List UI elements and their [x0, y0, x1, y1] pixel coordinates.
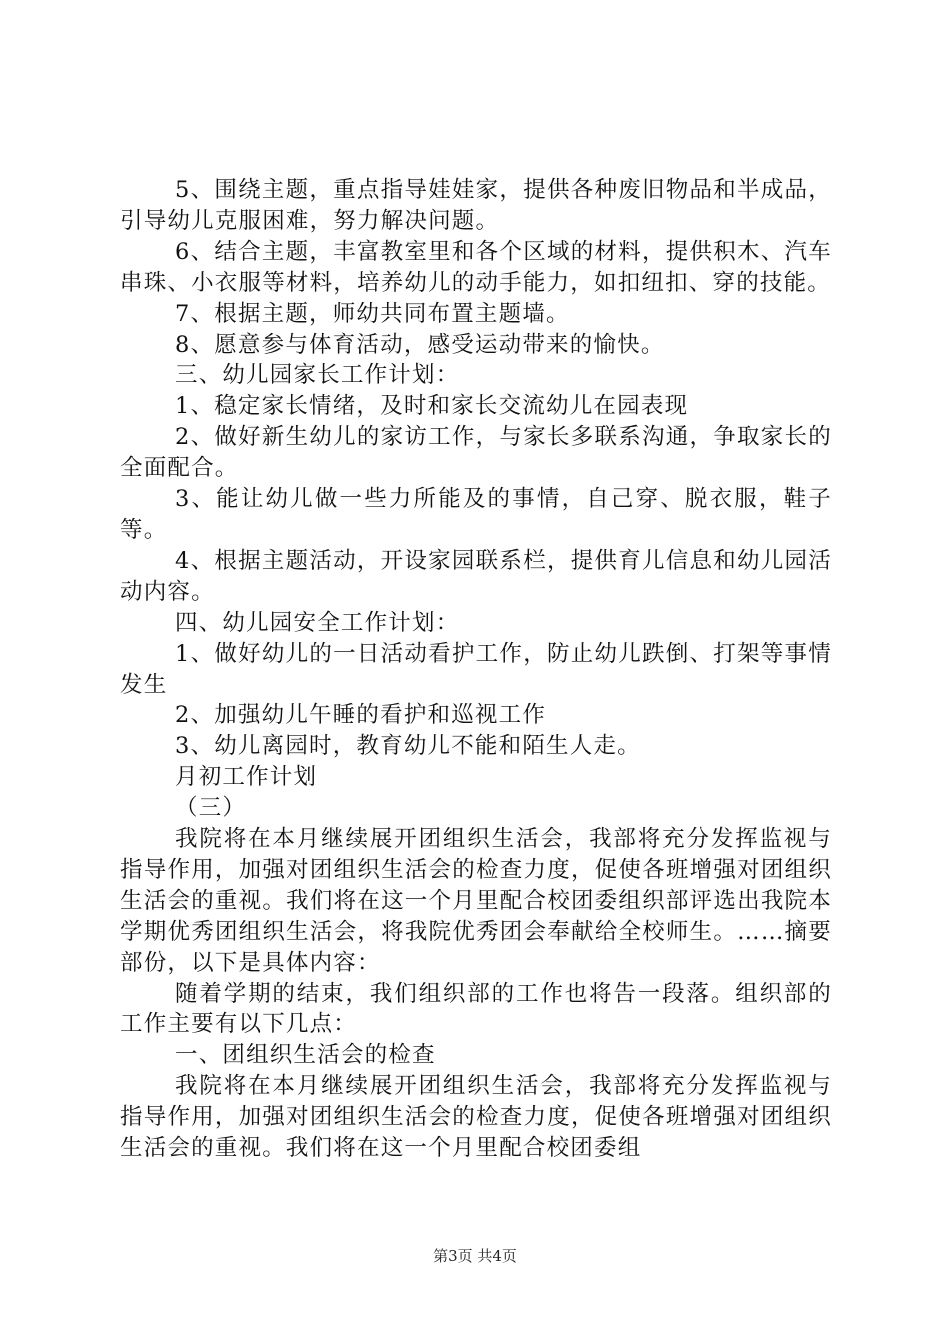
section-heading-inspection: 一、团组织生活会的检查	[175, 1042, 436, 1069]
safety-item-1: 1、做好幼儿的一日活动看护工作，防止幼儿跌倒、打架等事情发生	[120, 640, 832, 698]
safety-item-2: 2、加强幼儿午睡的看护和巡视工作	[175, 702, 547, 729]
parent-item-2: 2、做好新生幼儿的家访工作，与家长多联系沟通，争取家长的全面配合。	[120, 424, 832, 482]
paragraph-item-8: 8、愿意参与体育活动，感受运动带来的愉快。	[175, 331, 665, 358]
paragraph-item-5: 5、围绕主题，重点指导娃娃家，提供各种废旧物品和半成品，引导幼儿克服困难，努力解决问题。	[120, 177, 832, 234]
document-subtitle: （三）	[175, 795, 247, 822]
parent-item-4: 4、根据主题活动，开设家园联系栏，提供育儿信息和幼儿园活动内容。	[120, 547, 832, 605]
section-heading-parent-work: 三、幼儿园家长工作计划：	[175, 362, 460, 389]
paragraph-item-7: 7、根据主题，师幼共同布置主题墙。	[175, 300, 570, 327]
safety-item-3: 3、幼儿离园时，教育幼儿不能和陌生人走。	[175, 733, 641, 760]
body-paragraph-intro: 我院将在本月继续展开团组织生活会，我部将充分发挥监视与指导作用，加强对团组织生活会的检查力度，促使各班增强对团组织生活会的重视。我们将在这一个月里配合校团委组织部评选出我院本学期优秀团组织生活会，将我院优秀团会奉献给全校师生。……摘要部份，以下是具体内容：	[120, 826, 832, 976]
section-heading-safety-work: 四、幼儿园安全工作计划：	[175, 609, 460, 636]
body-paragraph-inspection: 我院将在本月继续展开团组织生活会，我部将充分发挥监视与指导作用，加强对团组织生活会的检查力度，促使各班增强对团组织生活会的重视。我们将在这一个月里配合校团委组	[120, 1073, 832, 1162]
parent-item-3: 3、能让幼儿做一些力所能及的事情，自己穿、脱衣服，鞋子等。	[120, 486, 832, 543]
document-title: 月初工作计划	[175, 764, 318, 791]
page-number-footer: 第3页 共4页	[433, 1247, 517, 1265]
paragraph-item-6: 6、结合主题，丰富教室里和各个区域的材料，提供积木、汽车串珠、小衣服等材料，培养幼儿的动手能力，如扣纽扣、穿的技能。	[120, 238, 832, 296]
document-body	[120, 175, 832, 1164]
parent-item-1: 1、稳定家长情绪，及时和家长交流幼儿在园表现	[175, 393, 689, 420]
body-paragraph-summary: 随着学期的结束，我们组织部的工作也将告一段落。组织部的工作主要有以下几点：	[120, 980, 832, 1038]
